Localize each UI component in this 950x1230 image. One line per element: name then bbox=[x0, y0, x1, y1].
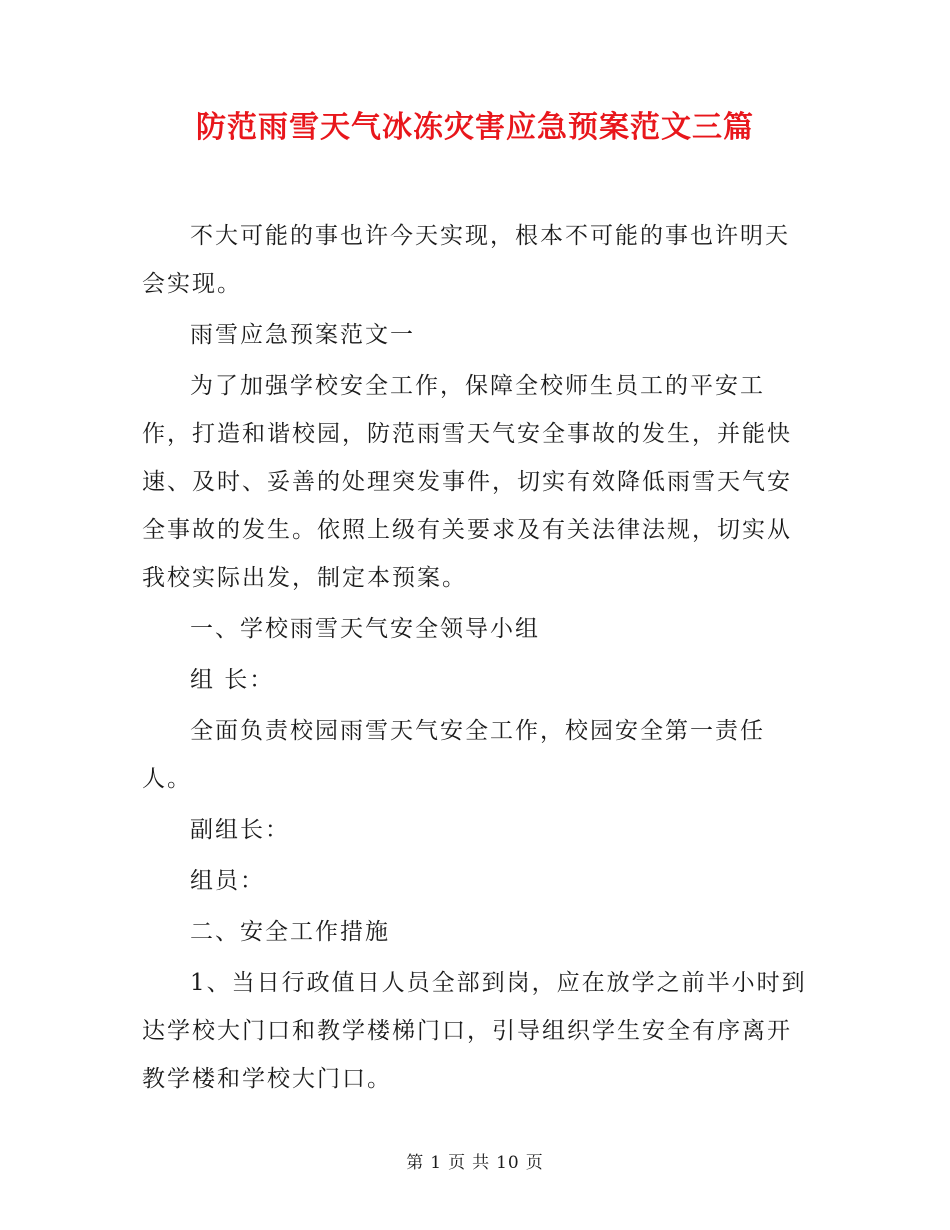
document-title: 防范雨雪天气冰冻灾害应急预案范文三篇 bbox=[196, 110, 754, 145]
footer-suffix: 页 bbox=[525, 1153, 544, 1173]
paragraph-leader: 组 长： bbox=[190, 667, 275, 693]
paragraph-section-heading: 雨雪应急预案范文一 bbox=[190, 322, 415, 348]
footer-current-page: 1 bbox=[430, 1153, 443, 1173]
paragraph-deputy: 副组长： bbox=[190, 817, 290, 843]
document-body bbox=[142, 212, 812, 1106]
footer-prefix: 第 bbox=[406, 1153, 425, 1173]
page-footer bbox=[0, 1148, 950, 1173]
paragraph-leader-duty: 全面负责校园雨雪天气安全工作，校园安全第一责任人。 bbox=[142, 718, 765, 792]
footer-total-word: 共 bbox=[472, 1153, 491, 1173]
paragraph-quote: 不大可能的事也许今天实现，根本不可能的事也许明天会实现。 bbox=[142, 223, 790, 297]
footer-total-pages: 10 bbox=[496, 1153, 520, 1173]
paragraph-heading-leadership: 一、学校雨雪天气安全领导小组 bbox=[190, 616, 540, 642]
footer-page-word: 页 bbox=[448, 1153, 467, 1173]
paragraph-heading-measures: 二、安全工作措施 bbox=[190, 919, 390, 945]
paragraph-measure-1: 1、当日行政值日人员全部到岗，应在放学之前半小时到达学校大门口和教学楼梯门口，引导组织学生安全有序离开教学楼和学校大门口。 bbox=[142, 970, 807, 1092]
paragraph-members: 组员： bbox=[190, 868, 265, 894]
paragraph-intro: 为了加强学校安全工作，保障全校师生员工的平安工作，打造和谐校园，防范雨雪天气安全事故的发生，并能快速、及时、妥善的处理突发事件，切实有效降低雨雪天气安全事故的发生。依照上级有关要求及有关法律法规，切实从我校实际出发，制定本预案。 bbox=[142, 373, 792, 591]
